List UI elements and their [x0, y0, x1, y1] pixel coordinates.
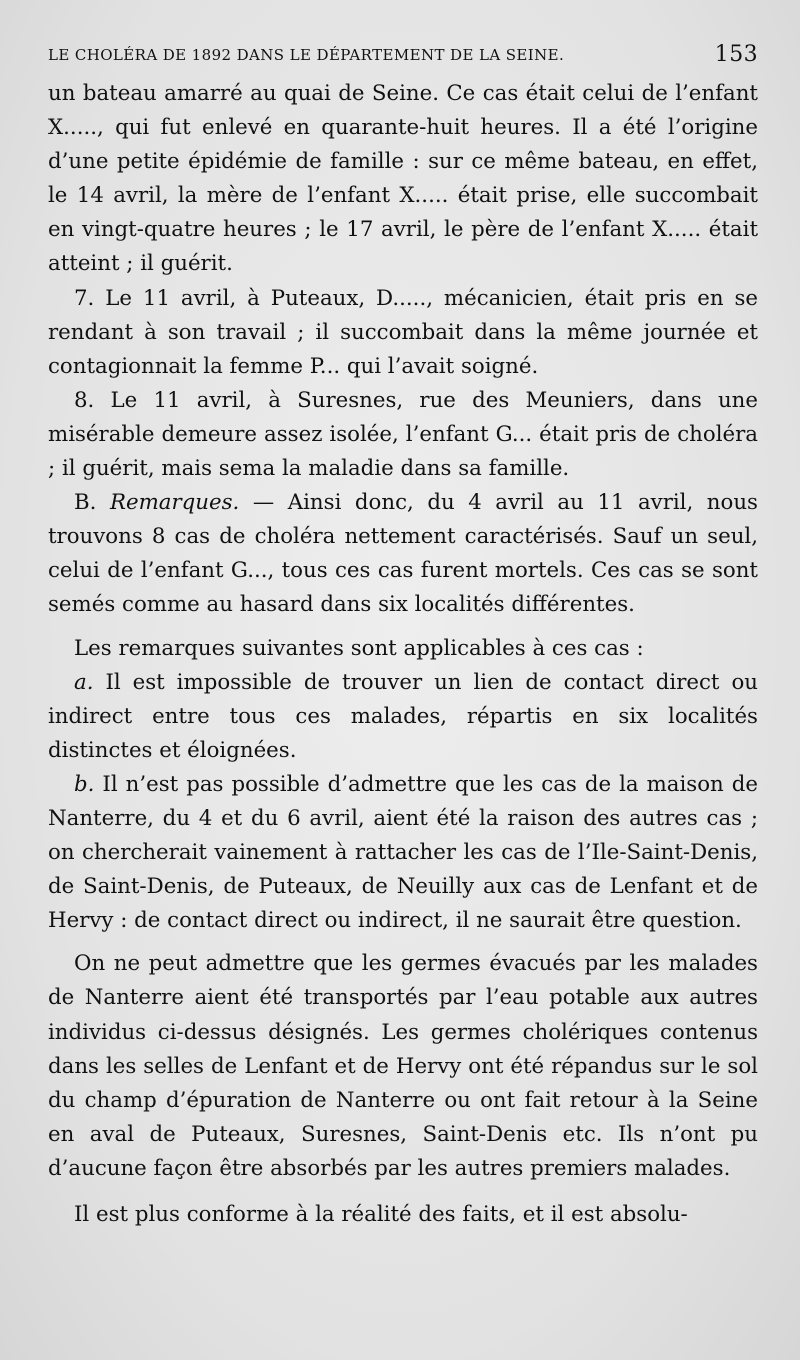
page-number: 153 — [714, 42, 758, 67]
paragraph-case-7 — [48, 282, 758, 384]
list-marker: b. — [74, 771, 95, 797]
paragraph-remarque-b — [48, 768, 758, 938]
paragraph-text: Il n’est pas possible d’admettre que les cas de la maison de Nanterre, du 4 et du 6 avril, aient été la raison des autres cas ; on chercherait vainement à rattacher les cas de l’Ile-Saint-Denis, de Saint-Denis, de Puteaux, de Neuilly aux cas de Lenfant et de Hervy : de contact direct ou indirect, il ne saurait être question. — [48, 771, 758, 934]
paragraph-text: 8. Le 11 avril, à Suresnes, rue des Meuniers, dans une misérable demeure assez isolée, l’enfant G... était pris de choléra ; il guérit, mais sema la maladie dans sa famille. — [48, 387, 758, 482]
paragraph-remarques — [48, 486, 758, 622]
paragraph-remarque-a — [48, 666, 758, 768]
paragraph-bateau — [48, 77, 758, 282]
paragraph-text: Les remarques suivantes sont applicables à ces cas : — [74, 635, 644, 661]
page-body — [48, 77, 758, 1232]
paragraph-text: un bateau amarré au quai de Seine. Ce cas était celui de l’enfant X....., qui fut enlevé en quarante-huit heures. Il a été l’origine d’une petite épidémie de famille : sur ce même bateau, en effet, le 14 avril, la mère de l’enfant X..... était prise, elle succombait en vingt-quatre heures ; le 17 avril, le père de l’enfant X..... était atteint ; il guérit. — [48, 81, 758, 277]
section-letter: B. — [74, 490, 97, 516]
paragraph-intro-remarques — [48, 632, 758, 666]
paragraph-case-8 — [48, 384, 758, 486]
running-title: LE CHOLÉRA DE 1892 DANS LE DÉPARTEMENT DE LA SEINE. — [48, 46, 565, 64]
paragraph-germes — [48, 947, 758, 1186]
paragraph-text: Il est plus conforme à la réalité des faits, et il est absolu- — [74, 1202, 688, 1227]
paragraph-text: 7. Le 11 avril, à Puteaux, D....., mécanicien, était pris en se rendant à son travail ; il succombait dans la même journée et contagionnait la femme P... qui l’avait soigné. — [48, 285, 758, 379]
paragraph-text: On ne peut admettre que les germes évacués par les malades de Nanterre aient été transportés par l’eau potable aux autres individus ci-dessus désignés. Les germes cholériques contenus dans les selles de Lenfant et de Hervy ont été répandus sur le sol du champ d’épuration de Nanterre ou ont fait retour à la Seine en aval de Puteaux, Suresnes, Saint-Denis etc. Ils n’ont pu d’aucune façon être absorbés par les autres premiers malades. — [48, 951, 758, 1181]
section-heading: Remarques. — [109, 490, 240, 516]
paragraph-text: Il est impossible de trouver un lien de contact direct ou indirect entre tous ces malades, répartis en six localités distinctes et éloignées. — [48, 669, 758, 763]
page-header — [48, 42, 758, 72]
paragraph-text: — Ainsi donc, du 4 avril au 11 avril, nous trouvons 8 cas de choléra nettement caractérisés. Sauf un seul, celui de l’enfant G..., tous ces cas furent mortels. Ces cas se sont semés comme au hasard dans six localités différentes. — [48, 490, 758, 618]
list-marker: a. — [74, 669, 94, 695]
paragraph-conclusion — [48, 1198, 758, 1232]
